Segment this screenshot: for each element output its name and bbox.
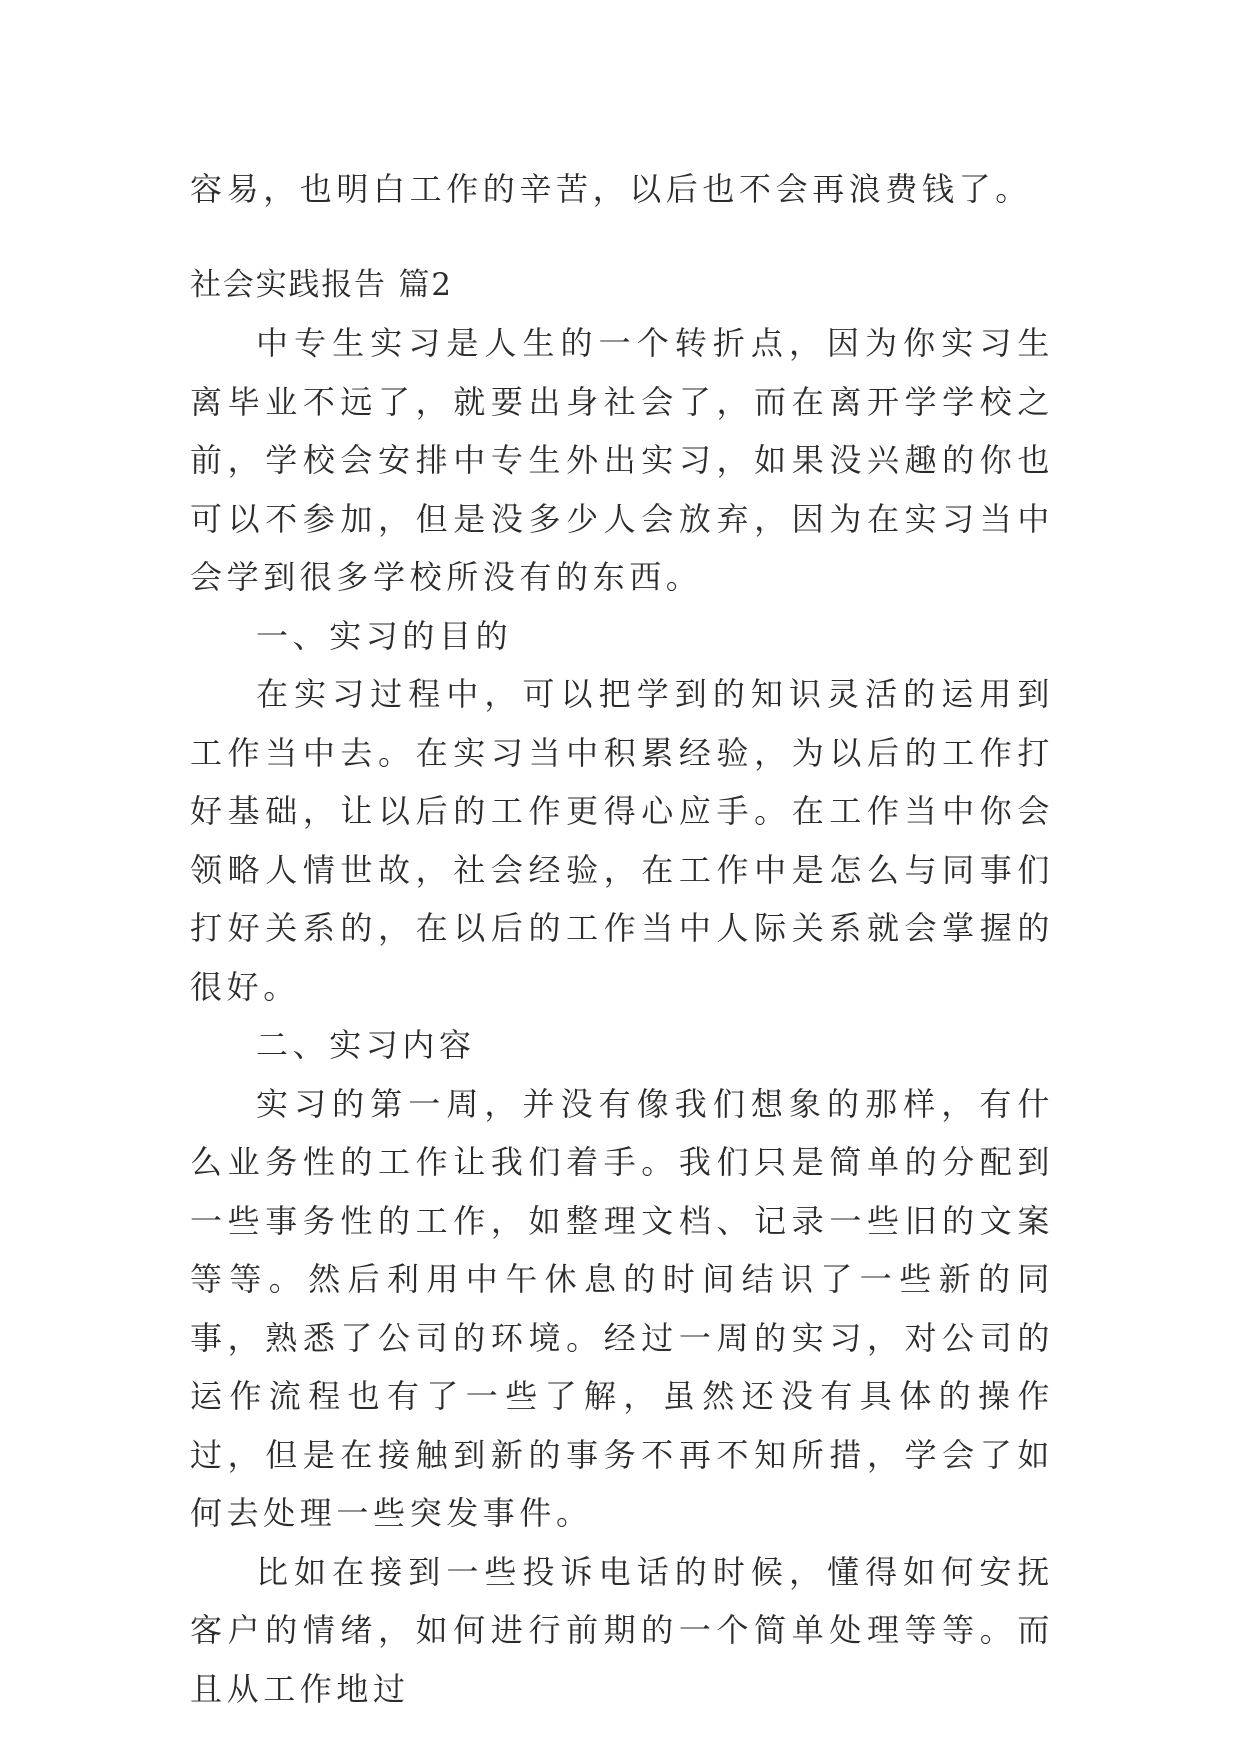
section-title: 社会实践报告 篇2 bbox=[190, 266, 453, 303]
document-body bbox=[190, 160, 1054, 1718]
continuation-text: 容易，也明白工作的辛苦，以后也不会再浪费钱了。 bbox=[190, 170, 1032, 208]
paragraph-intro: 中专生实习是人生的一个转折点，因为你实习生离毕业不远了，就要出身社会了，而在离开学学校之前，学校会安排中专生外出实习，如果没兴趣的你也可以不参加，但是没多少人会放弃，因为在实习当中会学到很多学校所没有的东西。 bbox=[190, 324, 1054, 596]
paragraph-purpose: 在实习过程中，可以把学到的知识灵活的运用到工作当中去。在实习当中积累经验，为以后的工作打好基础，让以后的工作更得心应手。在工作当中你会领略人情世故，社会经验，在工作中是怎么与同事们打好关系的，在以后的工作当中人际关系就会掌握的很好。 bbox=[190, 675, 1054, 1006]
subheading-purpose: 一、实习的目的 bbox=[256, 616, 513, 655]
paragraph-first-week: 实习的第一周，并没有像我们想象的那样，有什么业务性的工作让我们着手。我们只是简单的分配到一些事务性的工作，如整理文档、记录一些旧的文案等等。然后利用中午休息的时间结识了一些新的同事，熟悉了公司的环境。经过一周的实习，对公司的运作流程也有了一些了解，虽然还没有具体的操作过，但是在接触到新的事务不再不知所措，学会了如何去处理一些突发事件。 bbox=[190, 1084, 1054, 1532]
subheading-content: 二、实习内容 bbox=[256, 1026, 476, 1064]
paragraph-complaints: 比如在接到一些投诉电话的时候，懂得如何安抚客户的情绪，如何进行前期的一个简单处理等等。而且从工作地过 bbox=[190, 1552, 1054, 1708]
